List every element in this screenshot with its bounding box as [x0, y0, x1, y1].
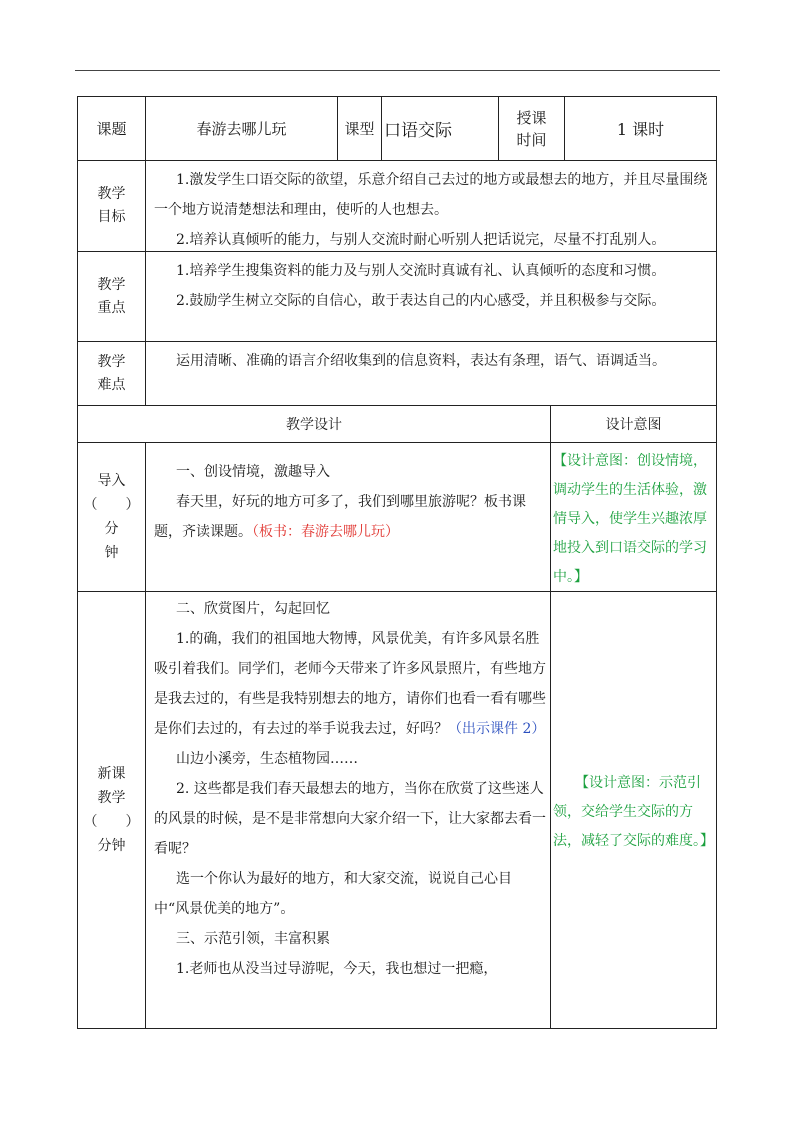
goals-label-line-2: 目标	[97, 209, 126, 225]
intro-text	[154, 487, 546, 547]
difficulty-label-line-2: 难点	[97, 376, 126, 393]
goals-label	[78, 161, 146, 251]
lesson-label-line-3: （ ）	[83, 814, 140, 830]
lesson-p4: 选一个你认为最好的地方，和大家交流，说说自己心目中“风景优美的地方”。	[154, 871, 512, 917]
goals-content	[146, 161, 716, 251]
intro-board-note: （板书：春游去哪儿玩）	[252, 524, 399, 540]
lesson-intent-text: 【设计意图：示范引领，交给学生交际的方法，减轻了交际的难度。】	[553, 774, 714, 849]
time-label-line-2: 时间	[516, 130, 547, 149]
focus-label-line-2: 重点	[97, 299, 126, 316]
goals-row	[77, 161, 717, 252]
intro-label-line-3: 钟	[104, 545, 119, 561]
design-header-right: 设计意图	[550, 406, 716, 442]
intro-label-line-2: （ ）分	[83, 497, 140, 537]
focus-line-1: 1.培养学生搜集资料的能力及与别人交流时真诚有礼、认真倾听的态度和习惯。	[176, 263, 666, 279]
focus-label	[78, 252, 146, 341]
lesson-p2: 山边小溪旁，生态植物园……	[176, 751, 358, 767]
lesson-title-2: 二、欣赏图片，勾起回忆	[176, 601, 330, 617]
difficulty-label	[78, 342, 146, 405]
intro-intent: 【设计意图：创设情境，调动学生的生活体验，激情导入，使学生兴趣浓厚地投入到口语交际的学习中。】	[550, 443, 716, 591]
intro-label	[78, 443, 146, 591]
lesson-p1-text: 1.的确，我们的祖国地大物博，风景优美，有许多风景名胜吸引着我们。同学们，老师今天带来了许多风景照片，有些地方是我去过的，有些是我特别想去的地方，请你们也看一看有哪些是你们去过的，有去过的举手说我去过，好吗？	[154, 631, 546, 737]
focus-row	[77, 252, 717, 342]
focus-line-2: 2.鼓励学生树立交际的自信心，敢于表达自己的内心感受，并且积极参与交际。	[176, 293, 666, 309]
time-label	[499, 97, 565, 160]
lesson-content	[146, 592, 550, 1028]
difficulty-content	[146, 342, 716, 405]
type-value: 口语交际	[382, 97, 499, 160]
goals-label-line-1: 教学	[97, 186, 126, 202]
lesson-p1-note: （出示课件 2）	[448, 721, 546, 737]
lesson-row	[77, 592, 717, 1029]
topic-value: 春游去哪儿玩	[146, 97, 338, 160]
lesson-p1	[154, 624, 546, 744]
lesson-label-line-4: 分钟	[97, 838, 126, 854]
lesson-label-line-1: 新课	[97, 766, 126, 782]
intro-content	[146, 443, 550, 591]
goals-line-1: 1.激发学生口语交际的欲望，乐意介绍自己去过的地方或最想去的地方，并且尽量围绕一个地方说清楚想法和理由，使听的人也想去。	[154, 172, 708, 218]
lesson-title-3: 三、示范引领，丰富积累	[176, 931, 330, 947]
topic-label: 课题	[78, 97, 146, 160]
intro-label-line-1: 导入	[97, 473, 126, 489]
time-value: 1 课时	[616, 120, 665, 139]
lesson-p3: 2. 这些都是我们春天最想去的地方，当你在欣赏了这些迷人的风景的时候，是不是非常想向大家介绍一下，让大家都去看一看呢？	[154, 781, 546, 857]
goals-line-2: 2.培养认真倾听的能力，与别人交流时耐心听别人把话说完，尽量不打乱别人。	[176, 232, 666, 248]
header-row	[77, 96, 717, 161]
lesson-p5: 1.老师也从没当过导游呢，今天，我也想过一把瘾，	[176, 961, 498, 977]
difficulty-line-1: 运用清晰、准确的语言介绍收集到的信息资料，表达有条理，语气、语调适当。	[176, 353, 666, 369]
lesson-label	[78, 592, 146, 1028]
header-rule	[75, 70, 720, 71]
intro-text-body: 春天里，好玩的地方可多了，我们到哪里旅游呢？板书课题，齐读课题。	[154, 494, 526, 540]
intro-row	[77, 443, 717, 592]
lesson-intent	[550, 592, 716, 1028]
difficulty-row	[77, 342, 717, 406]
time-label-line-1: 授课	[516, 108, 547, 127]
lesson-label-line-2: 教学	[97, 790, 126, 806]
design-header-left: 教学设计	[286, 417, 342, 433]
focus-content	[146, 252, 716, 341]
type-label: 课型	[338, 97, 382, 160]
difficulty-label-line-1: 教学	[97, 353, 126, 370]
focus-label-line-1: 教学	[97, 276, 126, 293]
intro-title: 一、创设情境，激趣导入	[176, 464, 330, 480]
design-header-row	[77, 406, 717, 443]
lesson-plan-table	[77, 96, 717, 1029]
